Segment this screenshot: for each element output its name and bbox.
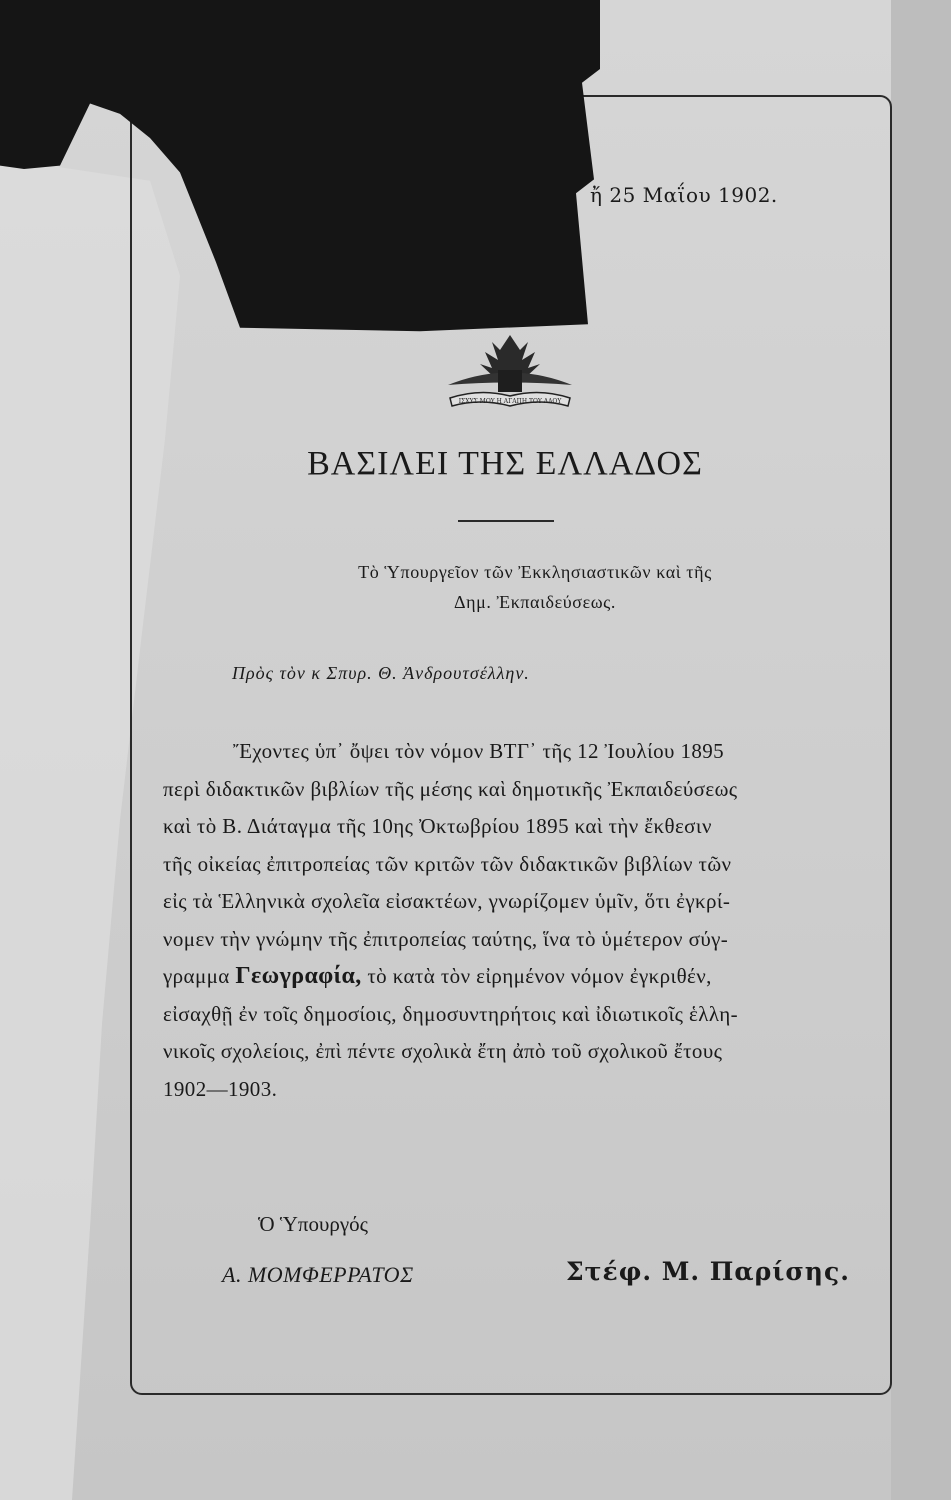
body-line-5: εἰς τὰ Ἑλληνικὰ σχολεῖα εἰσακτέων, γνωρίζομεν ὑμῖν, ὅτι ἐγκρί- (163, 889, 731, 913)
body-line-8: εἰσαχθῇ ἐν τοῖς δημοσίοις, δημοσυντηρήτοις καὶ ἰδιωτικοῖς ἑλλη- (163, 1001, 738, 1026)
ministry-heading (270, 557, 800, 617)
letter-body (163, 733, 875, 1108)
heading-divider (458, 520, 554, 522)
document-date: ἤ 25 Μαΐου 1902. (590, 183, 778, 207)
book-title: Γεωγραφία, (235, 963, 362, 989)
body-line-1: Ἔχοντες ὑπ᾽ ὄψει τὸν νόμον ΒΤΓ᾽ τῆς 12 Ἰουλίου 1895 (233, 739, 725, 763)
body-line-7-suffix: τὸ κατὰ τὸν εἰρημένον νόμον ἐγκριθέν, (367, 964, 712, 988)
body-line-2: περὶ διδακτικῶν βιβλίων τῆς μέσης καὶ δημοτικῆς Ἐκπαιδεύσεως (163, 776, 738, 801)
secretary-signature: Στέφ. Μ. Παρίσης. (566, 1257, 850, 1286)
recipient-line: Πρὸς τὸν κ Σπυρ. Θ. Ἀνδρουτσέλλην. (232, 663, 530, 683)
ministry-line-1: Τὸ Ὑπουργεῖον τῶν Ἐκκλησιαστικῶν καὶ τῆς (358, 562, 712, 582)
body-line-9: νικοῖς σχολείοις, ἐπὶ πέντε σχολικὰ ἔτη ἀπὸ τοῦ σχολικοῦ ἔτους (163, 1039, 723, 1063)
body-line-10: 1902—1903. (163, 1076, 278, 1101)
body-line-3: καὶ τὸ Β. Διάταγμα τῆς 10ης Ὀκτωβρίου 1895 καὶ τὴν ἔκθεσιν (163, 814, 712, 838)
page-edge (891, 0, 951, 1500)
kingdom-heading: ΒΑΣΙΛΕΙ ΤΗΣ ΕΛΛΑΔΟΣ (307, 445, 703, 482)
body-line-7 (163, 958, 875, 996)
signature-title: Ὁ Ὑπουργός (258, 1212, 368, 1236)
body-line-4: τῆς οἰκείας ἐπιτροπείας τῶν κριτῶν τῶν διδακτικῶν βιβλίων τῶν (163, 851, 732, 876)
minister-signature: Α. ΜΟΜΦΕΡΡΑΤΟΣ (222, 1262, 414, 1287)
emblem-motto: ΙΣΧΥΣ ΜΟΥ Η ΑΓΑΠΗ ΤΟΥ ΛΑΟΥ (458, 398, 562, 405)
ministry-line-2: Δημ. Ἐκπαιδεύσεως. (453, 592, 617, 612)
body-line-7-prefix: γραμμα (163, 964, 230, 988)
body-line-6: νομεν τὴν γνώμην τῆς ἐπιτροπείας ταύτης, ἵνα τὸ ὑμέτερον σύγ- (163, 926, 729, 951)
royal-coat-of-arms-icon (440, 330, 580, 415)
